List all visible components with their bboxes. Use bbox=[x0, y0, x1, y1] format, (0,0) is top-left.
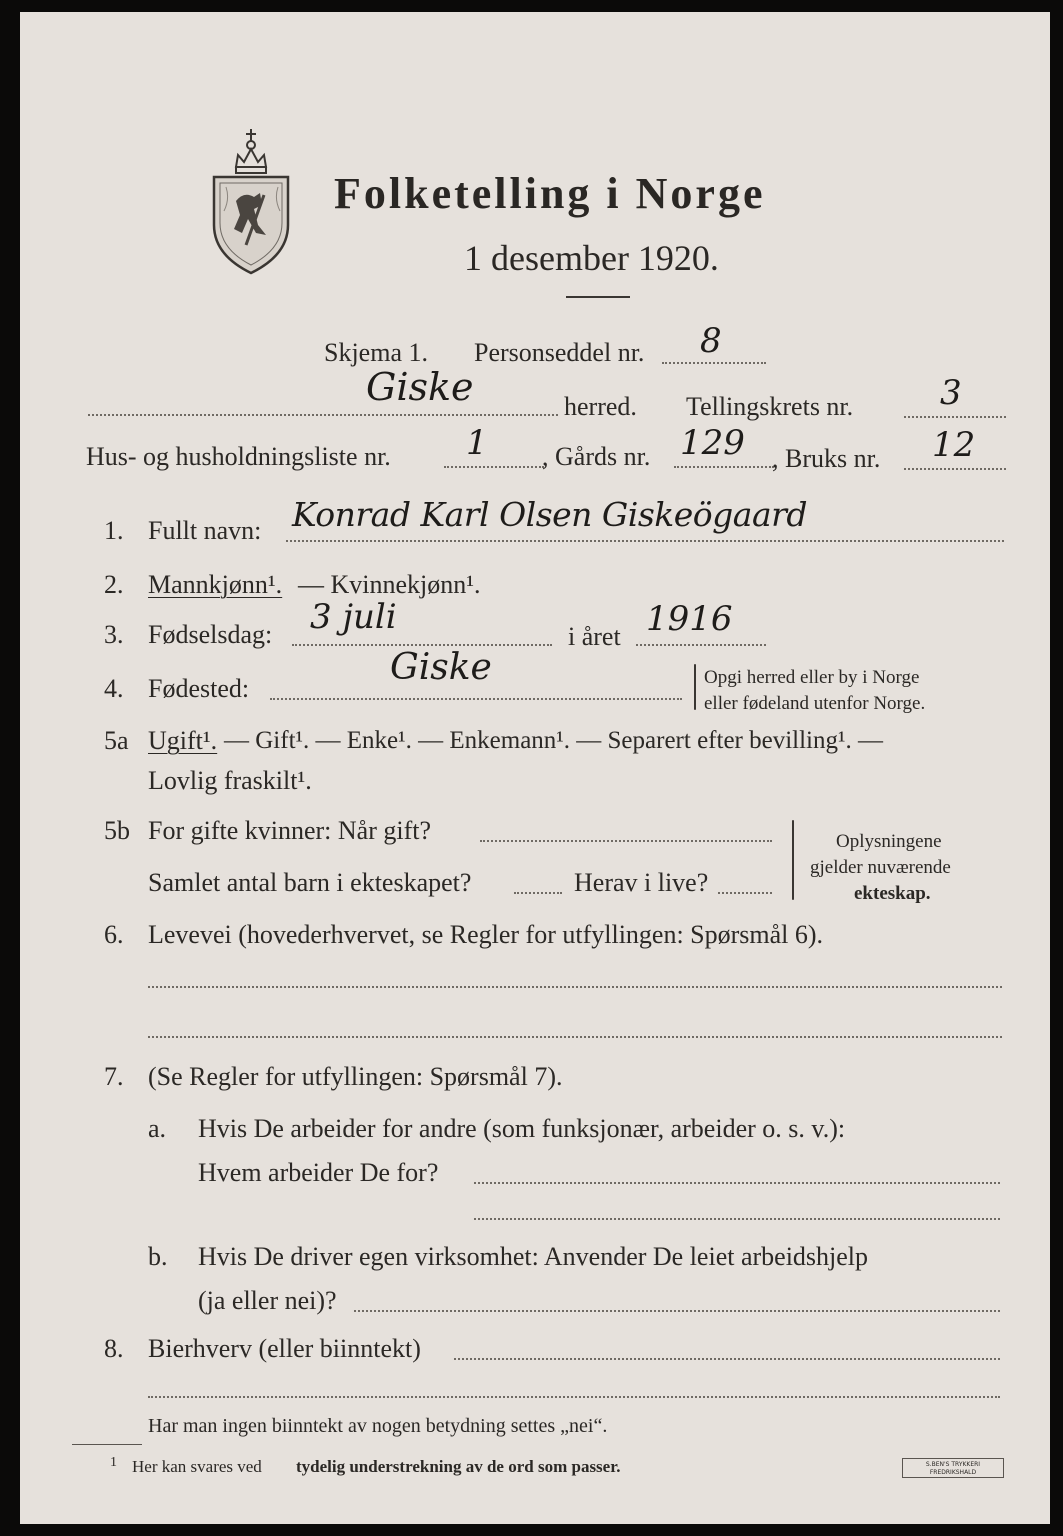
q3-value[interactable]: 3 juli bbox=[310, 597, 397, 637]
q5b-children-label: Samlet antal barn i ekteskapet? bbox=[148, 868, 472, 897]
footnote-bold: tydelig understrekning av de ord som passer. bbox=[296, 1457, 621, 1476]
census-date: 1 desember 1920. bbox=[464, 238, 719, 278]
hus-value[interactable]: 1 bbox=[466, 423, 488, 463]
title-divider bbox=[566, 296, 630, 298]
q5a-fraskilt-option[interactable]: Lovlig fraskilt¹. bbox=[148, 766, 312, 795]
q3-year-line bbox=[636, 644, 766, 646]
skjema-label: Skjema 1. bbox=[324, 338, 428, 367]
herred-value[interactable]: Giske bbox=[366, 365, 474, 409]
q5b-alive-line[interactable] bbox=[718, 892, 772, 894]
tellingskrets-label: Tellingskrets nr. bbox=[686, 392, 854, 421]
q1-value[interactable]: Konrad Karl Olsen Giskeögaard bbox=[292, 495, 808, 534]
herred-line bbox=[88, 414, 558, 416]
form-title: Folketelling i Norge bbox=[334, 169, 766, 218]
bruks-line bbox=[904, 468, 1006, 470]
q6-line-1[interactable] bbox=[148, 986, 1002, 988]
personseddel-label: Personseddel nr. bbox=[474, 338, 645, 367]
q7b-yesno-line[interactable] bbox=[354, 1310, 1000, 1312]
q4-value[interactable]: Giske bbox=[390, 647, 492, 688]
q5b-married-line[interactable] bbox=[480, 840, 772, 842]
q7b-label: Hvis De driver egen virksomhet: Anvender De leiet arbeidshjelp bbox=[198, 1242, 869, 1271]
coat-of-arms-icon bbox=[208, 115, 294, 275]
q7a-extra-line[interactable] bbox=[474, 1218, 1000, 1220]
gards-label: , Gårds nr. bbox=[542, 442, 651, 471]
bruks-label: , Bruks nr. bbox=[772, 444, 881, 473]
q6-number: 6. bbox=[104, 920, 124, 949]
q5b-note-line-1: Oplysningene bbox=[836, 831, 942, 852]
printer-stamp-line-2: FREDRIKSHALD bbox=[929, 1469, 977, 1476]
q5b-number: 5b bbox=[104, 816, 130, 845]
q5a-ugift-option[interactable]: Ugift¹. bbox=[148, 726, 218, 755]
gards-line bbox=[674, 466, 774, 468]
q2-female-option[interactable]: — Kvinnekjønn¹. bbox=[298, 570, 481, 599]
q4-note-brace bbox=[694, 664, 696, 710]
q5b-children-line[interactable] bbox=[514, 892, 562, 894]
q8-line-2[interactable] bbox=[148, 1396, 1000, 1398]
q5a-other-options[interactable]: — Gift¹. — Enke¹. — Enkemann¹. — Separert efter bevilling¹. — bbox=[224, 727, 883, 754]
q7a-number: a. bbox=[148, 1114, 167, 1143]
census-form-sheet bbox=[20, 12, 1050, 1524]
tellingskrets-line bbox=[904, 416, 1006, 418]
q4-label: Fødested: bbox=[148, 674, 250, 703]
q5b-alive-label: Herav i live? bbox=[574, 868, 709, 897]
q1-number: 1. bbox=[104, 516, 124, 545]
q4-number: 4. bbox=[104, 674, 124, 703]
q7a-employer-line[interactable] bbox=[474, 1182, 1000, 1184]
personseddel-line bbox=[662, 362, 766, 364]
q8-label: Bierhverv (eller biinntekt) bbox=[148, 1334, 421, 1363]
bruks-value[interactable]: 12 bbox=[932, 425, 976, 465]
q6-line-2[interactable] bbox=[148, 1036, 1002, 1038]
q3-year-value[interactable]: 1916 bbox=[646, 599, 733, 639]
q3-number: 3. bbox=[104, 620, 124, 649]
q5b-note-line-3: ekteskap. bbox=[854, 883, 931, 904]
q7b-number: b. bbox=[148, 1242, 168, 1271]
tellingskrets-value[interactable]: 3 bbox=[940, 373, 962, 413]
q7b-yesno-label: (ja eller nei)? bbox=[198, 1286, 337, 1315]
q2-number: 2. bbox=[104, 570, 124, 599]
q7-number: 7. bbox=[104, 1062, 124, 1091]
printer-stamp-line-1: S.BEN'S TRYKKERI bbox=[925, 1461, 981, 1468]
q8-number: 8. bbox=[104, 1334, 124, 1363]
q1-line bbox=[286, 540, 1004, 542]
q3-year-label: i året bbox=[568, 622, 621, 651]
footnote-divider bbox=[72, 1444, 142, 1445]
q6-label: Levevei (hovederhvervet, se Regler for utfyllingen: Spørsmål 6). bbox=[148, 920, 824, 949]
hus-label: Hus- og husholdningsliste nr. bbox=[86, 442, 391, 471]
herred-label: herred. bbox=[564, 392, 637, 421]
q5b-note-line-2: gjelder nuværende bbox=[810, 857, 951, 878]
q4-note-line-1: Opgi herred eller by i Norge bbox=[704, 667, 920, 688]
q3-label: Fødselsdag: bbox=[148, 620, 273, 649]
footnote-plain: Her kan svares ved bbox=[132, 1457, 262, 1476]
q7-label: (Se Regler for utfyllingen: Spørsmål 7). bbox=[148, 1062, 563, 1091]
personseddel-value[interactable]: 8 bbox=[700, 321, 722, 361]
q8-line-1[interactable] bbox=[454, 1358, 1000, 1360]
q5a-number: 5a bbox=[104, 726, 129, 755]
q1-label: Fullt navn: bbox=[148, 516, 262, 545]
q7a-label: Hvis De arbeider for andre (som funksjonær, arbeider o. s. v.): bbox=[198, 1114, 846, 1143]
q3-line bbox=[292, 644, 552, 646]
q4-line bbox=[270, 698, 682, 700]
q7a-employer-label: Hvem arbeider De for? bbox=[198, 1158, 439, 1187]
q4-note-line-2: eller fødeland utenfor Norge. bbox=[704, 693, 926, 714]
printer-stamp bbox=[902, 1458, 1004, 1478]
q5b-married-label: For gifte kvinner: Når gift? bbox=[148, 816, 432, 845]
q8-note: Har man ingen biinntekt av nogen betydning settes „nei“. bbox=[148, 1415, 608, 1437]
q5b-note-brace bbox=[792, 820, 794, 900]
q2-male-option[interactable]: Mannkjønn¹. bbox=[148, 570, 283, 599]
hus-line bbox=[444, 466, 544, 468]
gards-value[interactable]: 129 bbox=[680, 423, 745, 463]
footnote-mark: 1 bbox=[110, 1455, 117, 1470]
